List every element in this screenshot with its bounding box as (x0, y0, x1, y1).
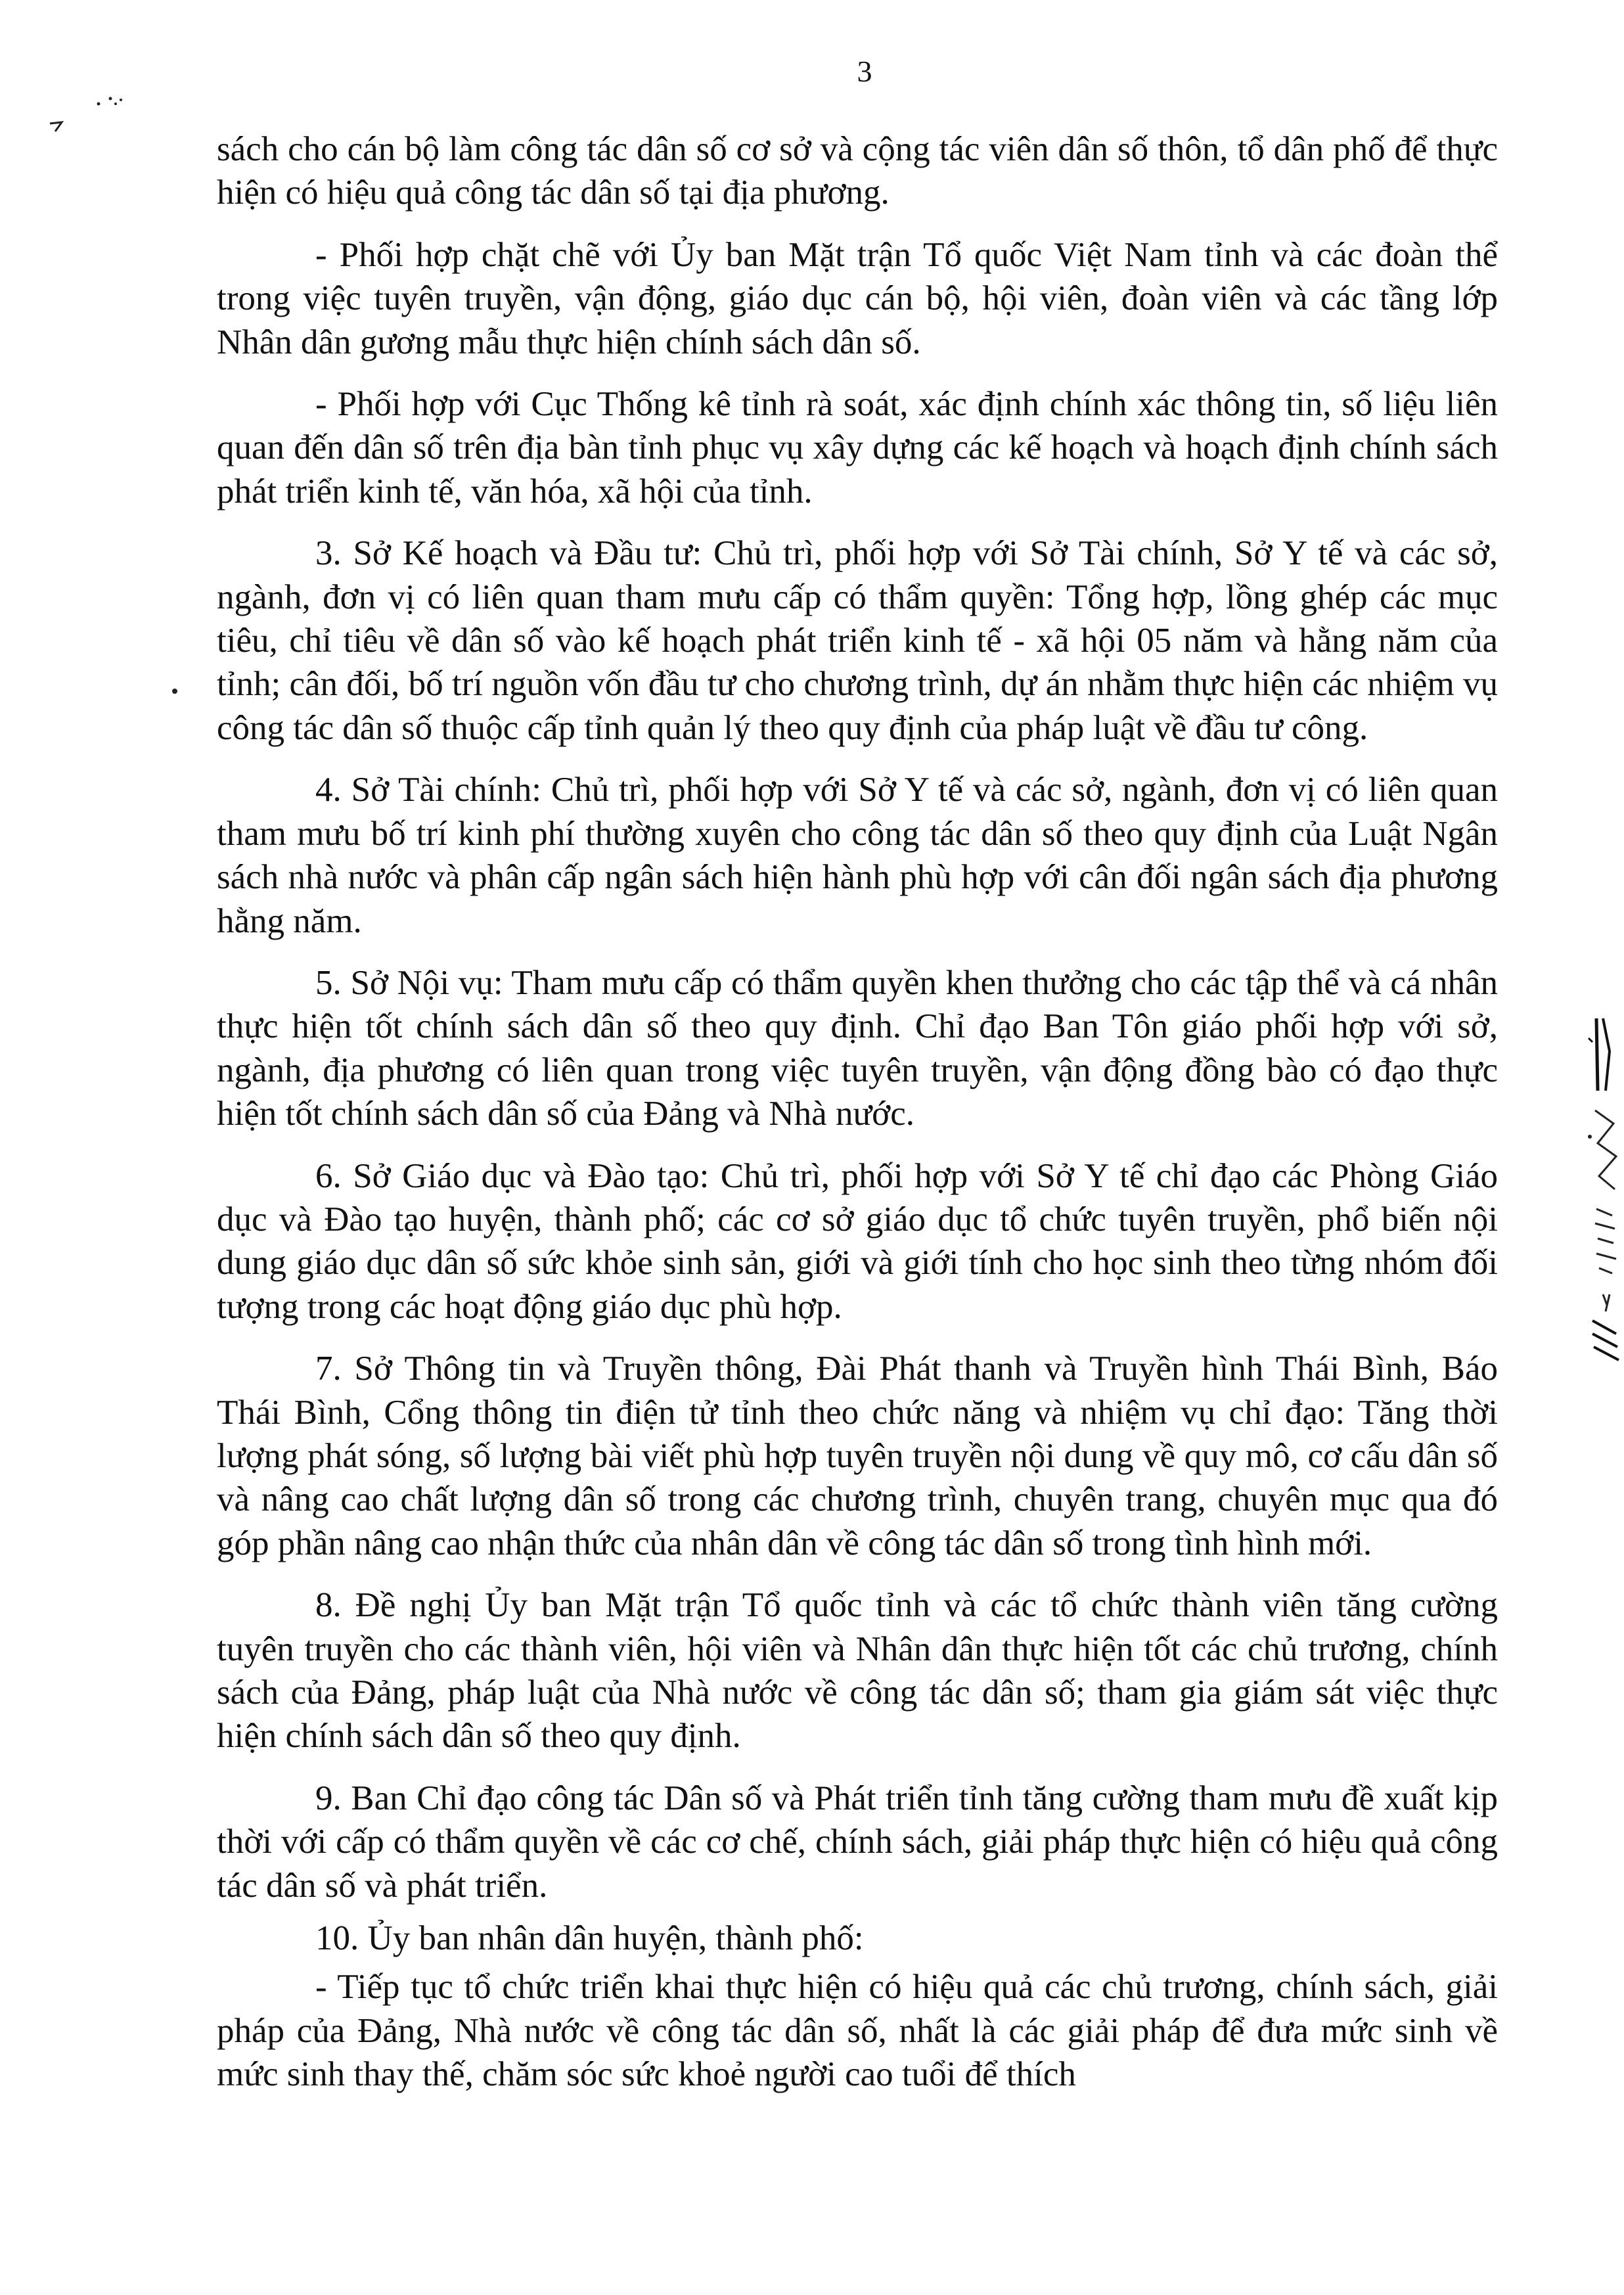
paragraph-item-7: 7. Sở Thông tin và Truyền thông, Đài Phát thanh và Truyền hình Thái Bình, Báo Thái Bình, Cổng thông tin điện tử tỉnh theo chức năng và nhiệm vụ chỉ đạo: Tăng thời lượng phát sóng, số lượng bài viết phù hợp tuyên truyền nội dung về quy mô, cơ cấu dân số và nâng cao chất lượng dân số trong các chương trình, chuyên trang, chuyên mục qua đó góp phần nâng cao nhận thức của nhân dân về công tác dân số trong tình hình mới. (217, 1350, 1498, 1562)
document-body (217, 127, 1498, 2097)
edge-stamp-artifact (1583, 1012, 1624, 1380)
paragraph-item-10: 10. Ủy ban nhân dân huyện, thành phố: (315, 1919, 864, 1958)
paragraph-item-6: 6. Sở Giáo dục và Đào tạo: Chủ trì, phối hợp với Sở Y tế chỉ đạo các Phòng Giáo dục và Đào tạo huyện, thành phố; các cơ sở giáo dục tổ chức tuyên truyền, phổ biến nội dung giáo dục dân số sức khỏe sinh sản, giới và giới tính cho học sinh theo từng nhóm đối tượng trong các hoạt động giáo dục phù hợp. (217, 1156, 1498, 1326)
paragraph-item-5: 5. Sở Nội vụ: Tham mưu cấp có thẩm quyền khen thưởng cho các tập thể và cá nhân thực hiện tốt chính sách dân số theo quy định. Chỉ đạo Ban Tôn giáo phối hợp với sở, ngành, địa phương có liên quan trong việc tuyên truyền, vận động đồng bào có đạo thực hiện tốt chính sách dân số của Đảng và Nhà nước. (217, 963, 1498, 1133)
paragraph-item-4: 4. Sở Tài chính: Chủ trì, phối hợp với Sở Y tế và các sở, ngành, đơn vị có liên quan tham mưu bố trí kinh phí thường xuyên cho công tác dân số theo quy định của Luật Ngân sách nhà nước và phân cấp ngân sách hiện hành phù hợp với cân đối ngân sách địa phương hằng năm. (217, 771, 1498, 940)
scan-artifact-dot (172, 689, 177, 694)
paragraph-item-3: 3. Sở Kế hoạch và Đầu tư: Chủ trì, phối hợp với Sở Tài chính, Sở Y tế và các sở, ngành, đơn vị có liên quan tham mưu cấp có thẩm quyền: Tổng hợp, lồng ghép các mục tiêu, chỉ tiêu về dân số vào kế hoạch phát triển kinh tế - xã hội 05 năm và hằng năm của tỉnh; cân đối, bố trí nguồn vốn đầu tư cho chương trình, dự án nhằm thực hiện các nhiệm vụ công tác dân số thuộc cấp tỉnh quản lý theo quy định của pháp luật về đầu tư công. (217, 534, 1498, 747)
scan-artifact-marks (47, 84, 133, 143)
paragraph-item-8: 8. Đề nghị Ủy ban Mặt trận Tổ quốc tỉnh và các tổ chức thành viên tăng cường tuyên truyền cho các thành viên, hội viên và Nhân dân thực hiện tốt các chủ trương, chính sách của Đảng, pháp luật của Nhà nước về công tác dân số; tham gia giám sát việc thực hiện chính sách dân số theo quy định. (217, 1586, 1498, 1756)
paragraph-continuation: sách cho cán bộ làm công tác dân số cơ sở và cộng tác viên dân số thôn, tổ dân phố để thực hiện có hiệu quả công tác dân số tại địa phương. (217, 130, 1498, 212)
paragraph-coordinate-front: - Phối hợp chặt chẽ với Ủy ban Mặt trận Tổ quốc Việt Nam tỉnh và các đoàn thể trong việc tuyên truyền, vận động, giáo dục cán bộ, hội viên, đoàn viên và các tầng lớp Nhân dân gương mẫu thực hiện chính sách dân số. (217, 235, 1498, 361)
paragraph-item-9: 9. Ban Chỉ đạo công tác Dân số và Phát triển tỉnh tăng cường tham mưu đề xuất kịp thời với cấp có thẩm quyền về các cơ chế, chính sách, giải pháp thực hiện có hiệu quả công tác dân số và phát triển. (217, 1779, 1498, 1905)
page-number: 3 (857, 55, 872, 88)
paragraph-item-10-continue: - Tiếp tục tổ chức triển khai thực hiện có hiệu quả các chủ trương, chính sách, giải pháp của Đảng, Nhà nước về công tác dân số, nhất là các giải pháp để đưa mức sinh về mức sinh thay thế, chăm sóc sức khoẻ người cao tuổi để thích (217, 1968, 1498, 2094)
paragraph-coordinate-statistics: - Phối hợp với Cục Thống kê tỉnh rà soát, xác định chính xác thông tin, số liệu liên quan đến dân số trên địa bàn tỉnh phục vụ xây dựng các kế hoạch và hoạch định chính sách phát triển kinh tế, văn hóa, xã hội của tỉnh. (217, 385, 1498, 511)
